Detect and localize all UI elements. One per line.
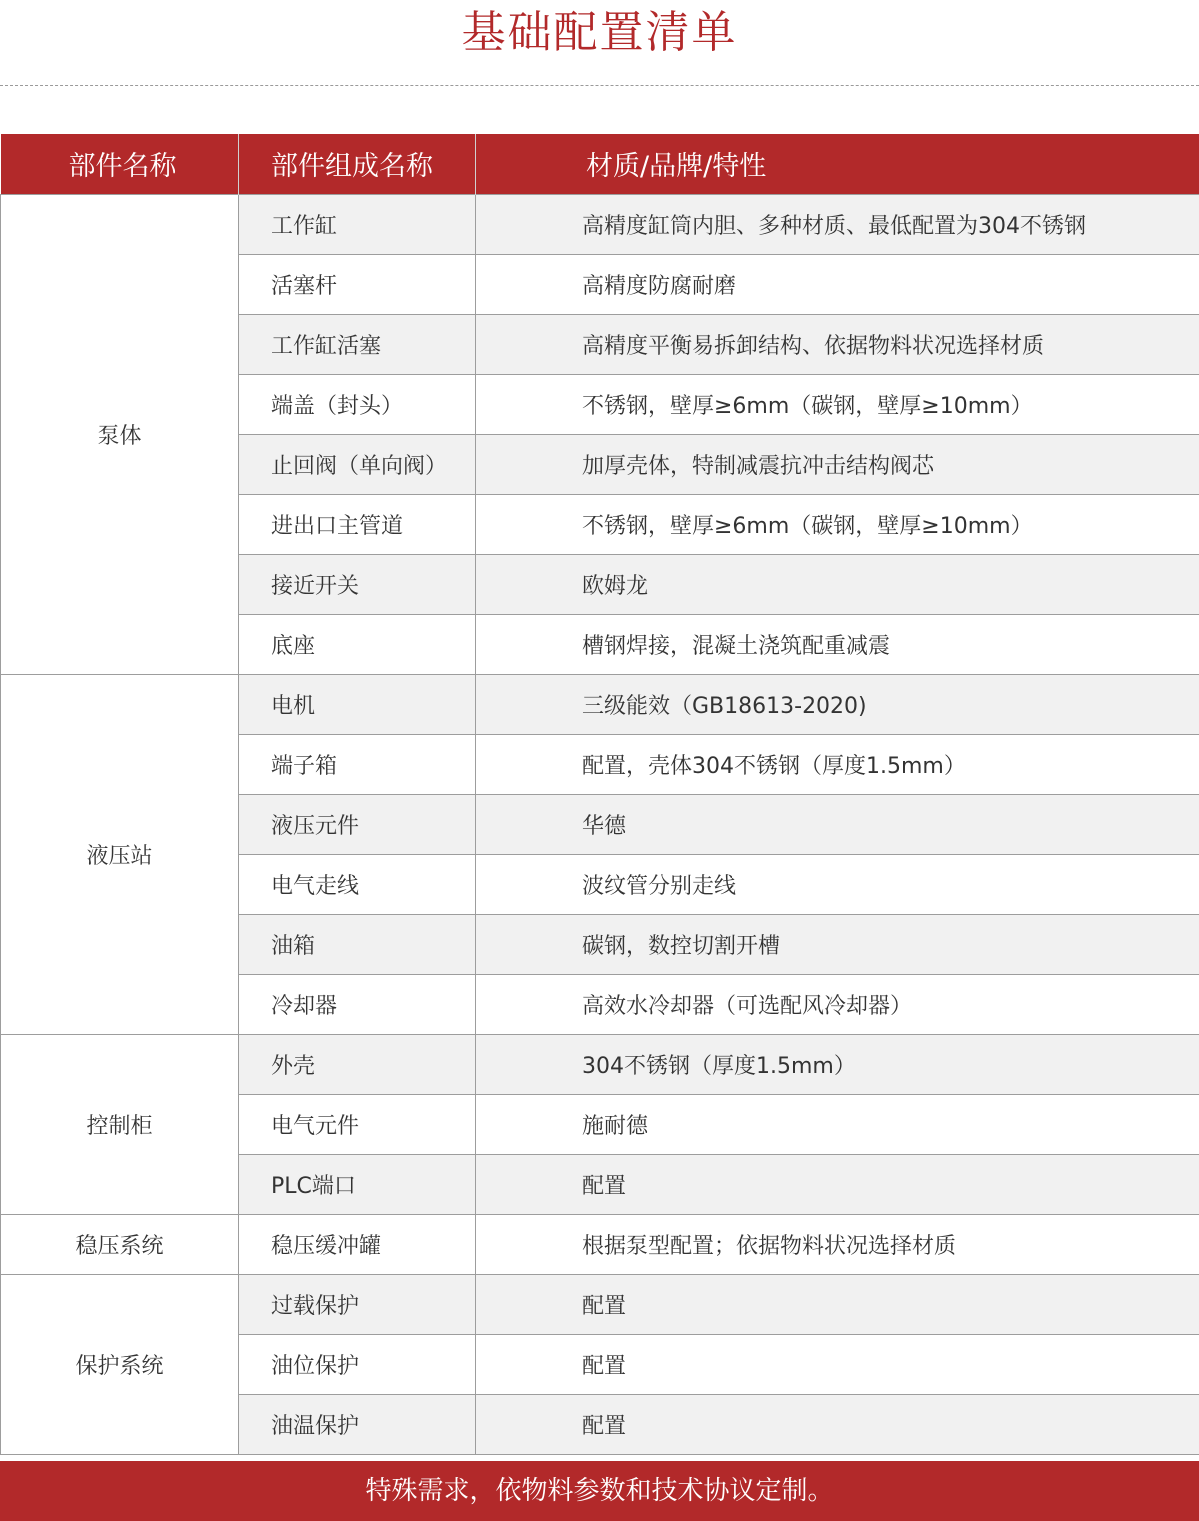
table-row — [1, 1214, 1199, 1274]
component-name-cell: 油位保护 — [239, 1334, 476, 1394]
component-name-cell: 电气走线 — [239, 854, 476, 914]
material-brand-cell: 不锈钢，壁厚≥6mm（碳钢，壁厚≥10mm） — [476, 374, 1199, 434]
component-name-cell: 过载保护 — [239, 1274, 476, 1334]
component-name-cell: 工作缸 — [239, 194, 476, 254]
title-divider — [0, 85, 1199, 86]
page-title: 基础配置清单 — [461, 7, 738, 58]
material-brand-cell: 高精度平衡易拆卸结构、依据物料状况选择材质 — [476, 314, 1199, 374]
group-name-cell: 稳压系统 — [1, 1214, 239, 1274]
material-brand-cell: 华德 — [476, 794, 1199, 854]
component-name-cell: 工作缸活塞 — [239, 314, 476, 374]
component-name-cell: 进出口主管道 — [239, 494, 476, 554]
header-part-name: 部件名称 — [1, 134, 239, 194]
component-name-cell: 电机 — [239, 674, 476, 734]
table-row — [1, 1274, 1199, 1334]
material-brand-cell: 配置 — [476, 1154, 1199, 1214]
material-brand-cell: 槽钢焊接，混凝土浇筑配重减震 — [476, 614, 1199, 674]
material-brand-cell: 配置 — [476, 1394, 1199, 1454]
component-name-cell: 电气元件 — [239, 1094, 476, 1154]
component-name-cell: 外壳 — [239, 1034, 476, 1094]
material-brand-cell: 施耐德 — [476, 1094, 1199, 1154]
material-brand-cell: 根据泵型配置；依据物料状况选择材质 — [476, 1214, 1199, 1274]
component-name-cell: 冷却器 — [239, 974, 476, 1034]
material-brand-cell: 欧姆龙 — [476, 554, 1199, 614]
component-name-cell: 液压元件 — [239, 794, 476, 854]
footer-note: 特殊需求，依物料参数和技术协议定制。 — [0, 1461, 1199, 1521]
material-brand-cell: 配置 — [476, 1334, 1199, 1394]
component-name-cell: 油温保护 — [239, 1394, 476, 1454]
material-brand-cell: 碳钢，数控切割开槽 — [476, 914, 1199, 974]
material-brand-cell: 加厚壳体，特制减震抗冲击结构阀芯 — [476, 434, 1199, 494]
group-name-cell: 泵体 — [1, 194, 239, 674]
group-name-cell: 控制柜 — [1, 1034, 239, 1214]
table-header-row — [1, 134, 1199, 194]
table-body — [1, 194, 1199, 1454]
material-brand-cell: 304不锈钢（厚度1.5mm） — [476, 1034, 1199, 1094]
header-component-name: 部件组成名称 — [239, 134, 476, 194]
material-brand-cell: 高效水冷却器（可选配风冷却器） — [476, 974, 1199, 1034]
material-brand-cell: 三级能效（GB18613-2020) — [476, 674, 1199, 734]
material-brand-cell: 高精度缸筒内胆、多种材质、最低配置为304不锈钢 — [476, 194, 1199, 254]
group-name-cell: 保护系统 — [1, 1274, 239, 1454]
material-brand-cell: 配置 — [476, 1274, 1199, 1334]
component-name-cell: 接近开关 — [239, 554, 476, 614]
component-name-cell: 稳压缓冲罐 — [239, 1214, 476, 1274]
component-name-cell: 油箱 — [239, 914, 476, 974]
header-material-brand: 材质/品牌/特性 — [476, 134, 1199, 194]
component-name-cell: 端盖（封头） — [239, 374, 476, 434]
component-name-cell: 止回阀（单向阀） — [239, 434, 476, 494]
table-row — [1, 1034, 1199, 1094]
table-row — [1, 194, 1199, 254]
component-name-cell: 活塞杆 — [239, 254, 476, 314]
component-name-cell: 端子箱 — [239, 734, 476, 794]
config-table — [0, 134, 1199, 1455]
material-brand-cell: 不锈钢，壁厚≥6mm（碳钢，壁厚≥10mm） — [476, 494, 1199, 554]
component-name-cell: 底座 — [239, 614, 476, 674]
table-row — [1, 674, 1199, 734]
component-name-cell: PLC端口 — [239, 1154, 476, 1214]
material-brand-cell: 高精度防腐耐磨 — [476, 254, 1199, 314]
group-name-cell: 液压站 — [1, 674, 239, 1034]
material-brand-cell: 波纹管分别走线 — [476, 854, 1199, 914]
material-brand-cell: 配置，壳体304不锈钢（厚度1.5mm） — [476, 734, 1199, 794]
